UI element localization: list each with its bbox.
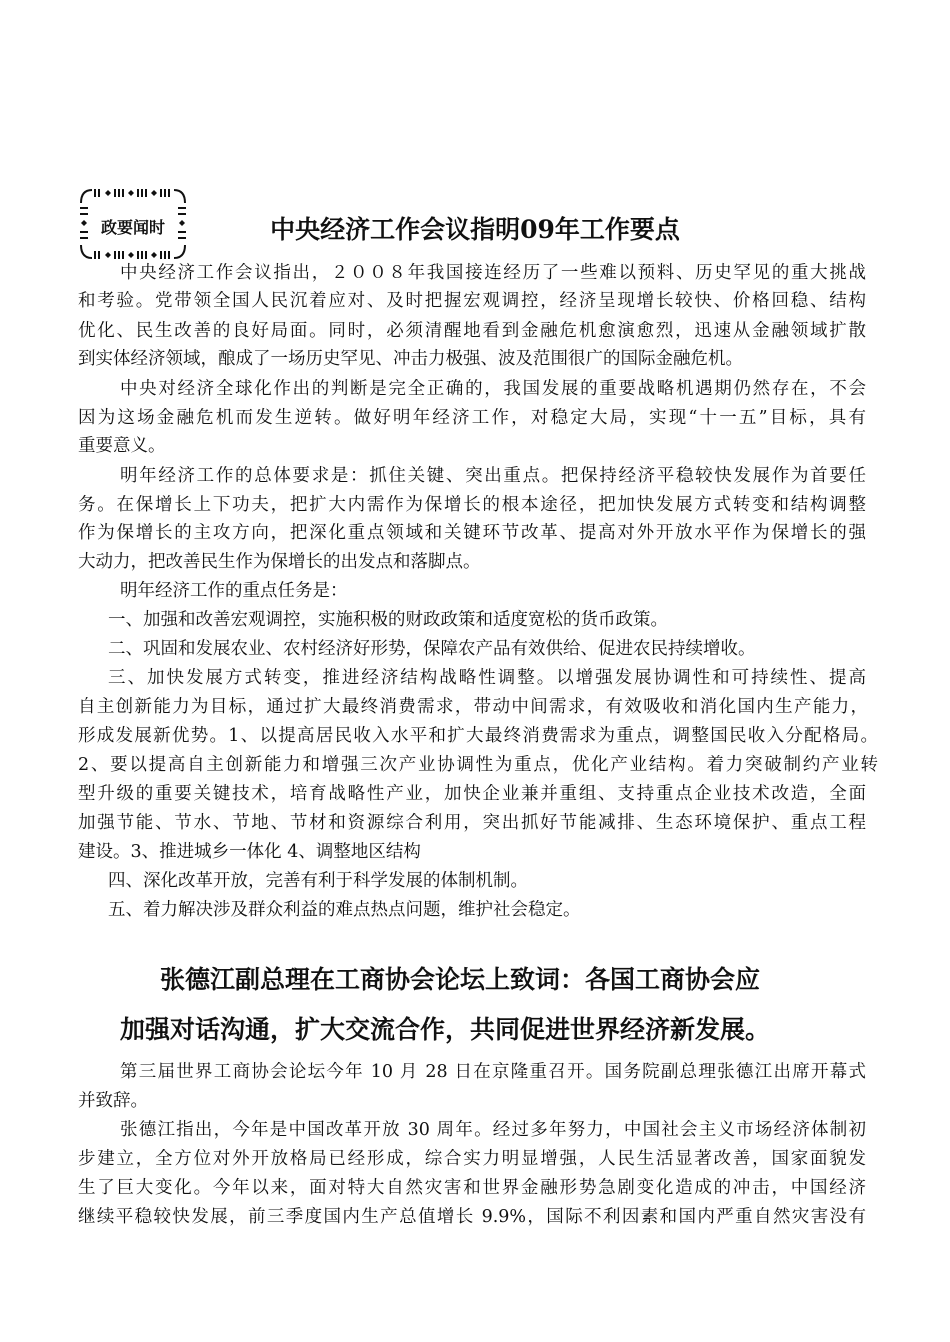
article1-line: 四、深化改革开放，完善有利于科学发展的体制机制。 (108, 871, 528, 891)
article1-line: 大动力，把改善民生作为保增长的出发点和落脚点。 (78, 552, 481, 572)
article1-line: 中央经济工作会议指出，２００８年我国接连经历了一些难以预料、历史罕见的重大挑战 (120, 263, 866, 283)
article1-line: 明年经济工作的重点任务是： (120, 581, 348, 601)
article1-line: 因为这场金融危机而发生逆转。做好明年经济工作，对稳定大局，实现“十一五”目标，具有 (78, 408, 866, 428)
article2-line: 张德江指出，今年是中国改革开放 30 周年。经过多年努力，中国社会主义市场经济体制初 (120, 1120, 866, 1140)
article1-line: 形成发展新优势。1、以提高居民收入水平和扩大最终消费需求为重点，调整国民收入分配格局。 (78, 726, 878, 746)
article1-line: 二、巩固和发展农业、农村经济好形势，保障农产品有效供给、促进农民持续增收。 (108, 639, 756, 659)
article2-line: 并致辞。 (78, 1091, 148, 1111)
article2-title-line1: 张德江副总理在工商协会论坛上致词：各国工商协会应 (160, 965, 761, 994)
article1-line: 一、加强和改善宏观调控，实施积极的财政政策和适度宽松的货币政策。 (108, 610, 668, 630)
article2-line: 步建立，全方位对外开放格局已经形成，综合实力明显增强，人民生活显著改善，国家面貌发 (78, 1149, 866, 1169)
article1-line: 2、要以提高自主创新能力和增强三次产业协调性为重点，优化产业结构。着力突破制约产业转 (78, 755, 878, 775)
article2-title-line2: 加强对话沟通，扩大交流合作，共同促进世界经济新发展。 (120, 1015, 771, 1044)
article1-line: 优化、民生改善的良好局面。同时，必须清醒地看到金融危机愈演愈烈，迅速从金融领域扩散 (78, 321, 866, 341)
article1-line: 和考验。党带领全国人民沉着应对、及时把握宏观调控，经济呈现增长较快、价格回稳、结构 (78, 291, 866, 311)
article1-line: 型升级的重要关键技术，培育战略性产业，加快企业兼并重组、支持重点企业技术改造，全面 (78, 784, 866, 804)
article1-line: 作为保增长的主攻方向，把深化重点领域和关键环节改革、提高对外开放水平作为保增长的强 (78, 523, 866, 543)
article1-line: 到实体经济领域，酿成了一场历史罕见、冲击力极强、波及范围很广的国际金融危机。 (78, 349, 743, 369)
article1-line: 中央对经济全球化作出的判断是完全正确的，我国发展的重要战略机遇期仍然存在，不会 (120, 379, 866, 399)
article1-line: 重要意义。 (78, 436, 166, 456)
article1-line: 建设。3、推进城乡一体化 4、调整地区结构 (78, 842, 421, 862)
article1-line: 三、加快发展方式转变，推进经济结构战略性调整。以增强发展协调性和可持续性、提高 (108, 668, 866, 688)
badge-label: 政要闻时 (100, 218, 165, 237)
article1-line: 五、着力解决涉及群众利益的难点热点问题，维护社会稳定。 (108, 900, 581, 920)
article1-title: 中央经济工作会议指明09年工作要点 (270, 215, 680, 244)
article1-line: 自主创新能力为目标，通过扩大最终消费需求，带动中间需求，有效吸收和消化国内生产能力， (78, 697, 868, 717)
article2-line: 第三届世界工商协会论坛今年 10 月 28 日在京隆重召开。国务院副总理张德江出席开幕式 (120, 1062, 866, 1082)
column-badge (78, 187, 188, 261)
article2-line: 继续平稳较快发展，前三季度国内生产总值增长 9.9%，国际不利因素和国内严重自然灾害没有 (78, 1207, 866, 1227)
article1-line: 明年经济工作的总体要求是：抓住关键、突出重点。把保持经济平稳较快发展作为首要任 (120, 466, 866, 486)
article1-line: 务。在保增长上下功夫，把扩大内需作为保增长的根本途径，把加快发展方式转变和结构调整 (78, 495, 866, 515)
article1-line: 加强节能、节水、节地、节材和资源综合利用，突出抓好节能减排、生态环境保护、重点工程 (78, 813, 866, 833)
article2-line: 生了巨大变化。今年以来，面对特大自然灾害和世界金融形势急剧变化造成的冲击，中国经济 (78, 1178, 866, 1198)
